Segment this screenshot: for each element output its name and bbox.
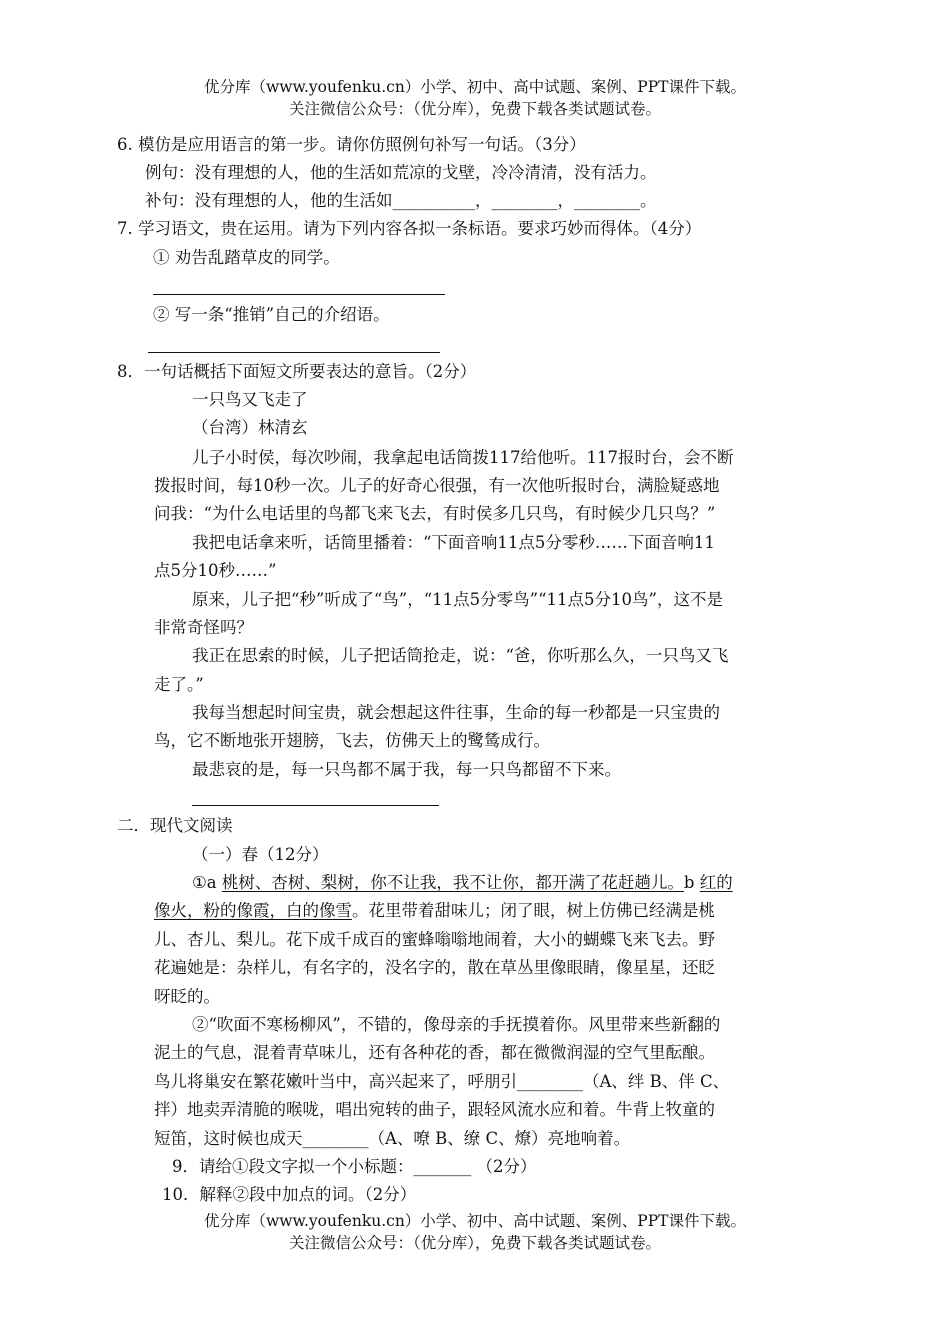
para1-start: ①a xyxy=(192,873,222,892)
paragraph-1-line-1 xyxy=(192,872,733,894)
essay-line: 拨报时间，每10秒一次。儿子的好奇心很强，有一次他听报时台，满脸疑惑地 xyxy=(154,476,720,495)
paragraph-1-line-4: 花遍她是：杂样儿，有名字的，没名字的，散在草丛里像眼睛，像星星，还眨 xyxy=(154,958,715,977)
q7-answer-line-2 xyxy=(148,352,440,353)
paragraph-2-line: 泥土的气息，混着青草味儿，还有各种花的香，都在微微润湿的空气里酝酿。 xyxy=(154,1043,715,1062)
essay-line: 原来，儿子把“秒”听成了“鸟”，“11点5分零鸟”“11点5分10鸟”，这不是 xyxy=(192,590,723,609)
header-line-2: 关注微信公众号：（优分库），免费下载各类试题试卷。 xyxy=(288,100,661,118)
essay-line: 我每当想起时间宝贵，就会想起这件往事，生命的每一秒都是一只宝贵的 xyxy=(192,703,720,722)
essay-line: 鸟，它不断地张开翅膀，飞去，仿佛天上的鹭鸶成行。 xyxy=(154,731,550,750)
section-2-title: 二．现代文阅读 xyxy=(117,816,233,835)
underlined-sentence-b: 红的 xyxy=(699,873,733,892)
question-10: 10．解释②段中加点的词。（2分） xyxy=(162,1185,417,1204)
essay-line: 问我：“为什么电话里的鸟都飞来飞去，有时侯多几只鸟，有时候少几只鸟？” xyxy=(154,504,716,523)
q7-item-1: ① 劝告乱踏草皮的同学。 xyxy=(153,248,340,267)
essay-line: 我把电话拿来听，话筒里播着：“下面音响11点5分零秒……下面音响11 xyxy=(192,533,715,552)
q6-title: 6. 模仿是应用语言的第一步。请你仿照例句补写一句话。（3分） xyxy=(117,135,586,154)
essay-line: 点5分10秒……” xyxy=(154,561,277,580)
passage-title: （一）春（12分） xyxy=(192,845,329,864)
essay-line: 非常奇怪吗？ xyxy=(154,618,253,637)
paragraph-1-line-3: 儿、杏儿、梨儿。花下成千成百的蜜蜂嗡嗡地闹着，大小的蝴蝶飞来飞去。野 xyxy=(154,930,715,949)
q6-example: 例句：没有理想的人，他的生活如荒凉的戈壁，冷冷清清，没有活力。 xyxy=(145,163,657,182)
underlined-sentence-a: 桃树、杏树、梨树，你不让我，我不让你，都开满了花赶趟儿。 xyxy=(221,873,684,892)
q8-title: 8．一句话概括下面短文所要表达的意旨。（2分） xyxy=(117,362,477,381)
footer-line-1: 优分库（www.youfenku.cn）小学、初中、高中试题、案例、PPT课件下载。 xyxy=(203,1212,747,1230)
paragraph-2-line: 鸟儿将巢安在繁花嫩叶当中，高兴起来了，呼朋引________（A、绊 B、伴 C、 xyxy=(154,1072,730,1091)
paragraph-2-line: 拌）地卖弄清脆的喉咙，唱出宛转的曲子，跟轻风流水应和着。牛背上牧童的 xyxy=(154,1100,715,1119)
q7-answer-line-1 xyxy=(153,294,445,295)
q6-fill: 补句：没有理想的人，他的生活如__________，________，________。 xyxy=(145,191,657,210)
paragraph-1-line-5: 呀眨的。 xyxy=(154,987,220,1006)
header-line-1: 优分库（www.youfenku.cn）小学、初中、高中试题、案例、PPT课件下载。 xyxy=(203,78,747,96)
essay-line: 儿子小时侯，每次吵闹，我拿起电话筒拨117给他听。117报时台，会不断 xyxy=(192,448,734,467)
question-9: 9．请给①段文字拟一个小标题：_______ （2分） xyxy=(172,1157,537,1176)
paragraph-2-line: 短笛，这时候也成天________（A、嘹 B、缭 C、燎）亮地响着。 xyxy=(154,1129,631,1148)
q7-item-2: ② 写一条“推销”自己的介绍语。 xyxy=(153,305,390,324)
essay-line: 走了。” xyxy=(154,675,204,694)
essay-title: 一只鸟又飞走了 xyxy=(192,390,308,409)
q7-title: 7. 学习语文，贵在运用。请为下列内容各拟一条标语。要求巧妙而得体。（4分） xyxy=(117,219,702,238)
q8-answer-line xyxy=(192,805,439,806)
para1-marker-b: b xyxy=(683,873,700,892)
underlined-sentence-b-cont: 像火，粉的像霞，白的像雪 xyxy=(154,901,352,920)
paragraph-2-line: ②“吹面不寒杨柳风”，不错的，像母亲的手抚摸着你。风里带来些新翻的 xyxy=(192,1015,721,1034)
para1-rest: 。花里带着甜味儿；闭了眼，树上仿佛已经满是桃 xyxy=(352,901,715,920)
footer-line-2: 关注微信公众号：（优分库），免费下载各类试题试卷。 xyxy=(288,1234,661,1252)
essay-author: （台湾）林清玄 xyxy=(192,418,308,437)
essay-line: 我正在思索的时候，儿子把话筒抢走，说：“爸，你听那么久，一只鸟又飞 xyxy=(192,646,729,665)
essay-line: 最悲哀的是，每一只鸟都不属于我，每一只鸟都留不下来。 xyxy=(192,760,621,779)
paragraph-1-line-2 xyxy=(154,900,715,922)
